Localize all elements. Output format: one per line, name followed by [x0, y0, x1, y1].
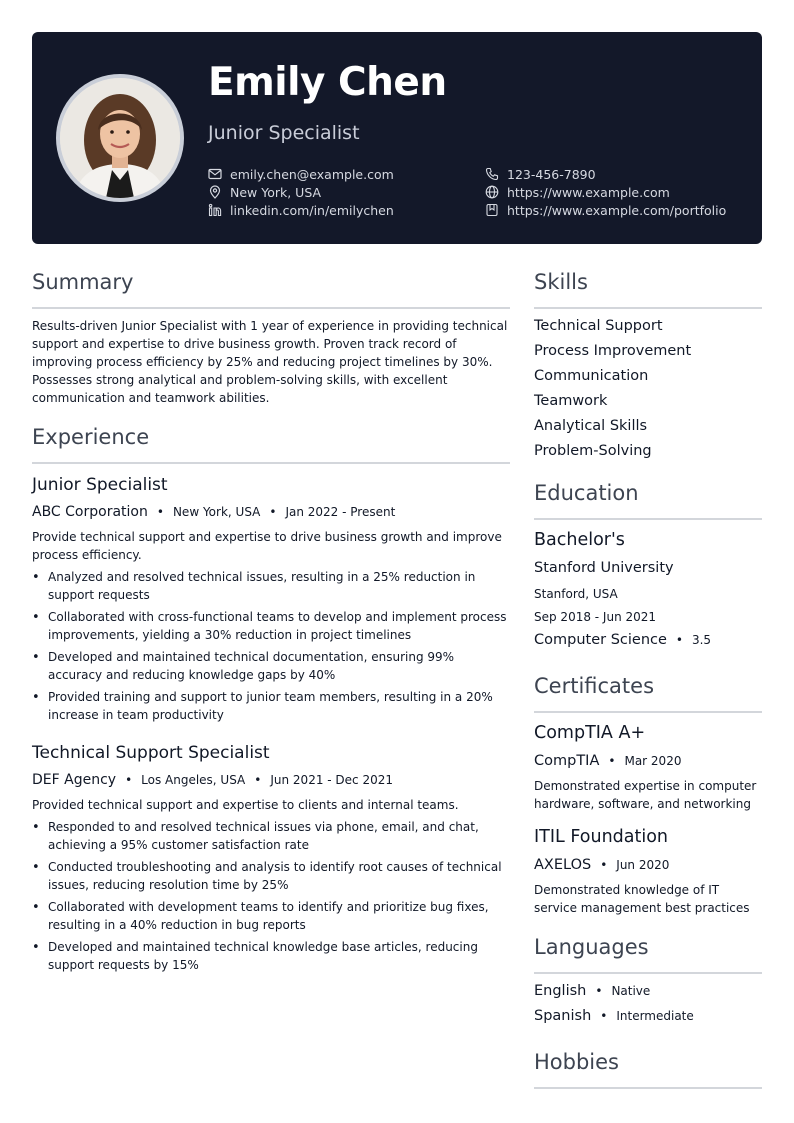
language-name: English: [534, 983, 587, 999]
job-dates: Jun 2021 - Dec 2021: [270, 773, 393, 787]
certificate-issuer: CompTIA: [534, 753, 600, 769]
phone-text: 123-456-7890: [507, 166, 596, 182]
languages-heading: Languages: [534, 935, 649, 959]
contact-linkedin[interactable]: [208, 201, 394, 219]
contact-location: [208, 183, 321, 201]
website-text: https://www.example.com: [507, 184, 670, 200]
job-location: Los Angeles, USA: [141, 773, 246, 787]
education-dates: Sep 2018 - Jun 2021: [534, 610, 657, 624]
certificate-date: Mar 2020: [624, 754, 682, 768]
certificate-meta: [534, 753, 681, 769]
profile-photo: [56, 74, 184, 202]
education-field-row: [534, 632, 711, 648]
resume-header: [32, 32, 762, 244]
job-description: Provided technical support and expertise to clients and internal teams.: [32, 798, 459, 812]
skill-item: Communication: [534, 368, 649, 384]
list-item: • Provided training and support to junior team members, resulting in a 20% increase in team productivity: [32, 688, 512, 724]
skills-divider: [534, 307, 762, 309]
separator-dot: •: [125, 773, 133, 787]
job-company: DEF Agency: [32, 772, 117, 788]
list-item: • Developed and maintained technical knowledge base articles, reducing support requests by 15%: [32, 938, 512, 974]
contact-portfolio[interactable]: [485, 201, 726, 219]
hobbies-heading: Hobbies: [534, 1050, 619, 1074]
education-heading: Education: [534, 481, 639, 505]
separator-dot: •: [595, 984, 603, 998]
separator-dot: •: [600, 858, 608, 872]
education-degree: Bachelor's: [534, 530, 625, 550]
certificates-heading: Certificates: [534, 674, 655, 698]
language-level: Native: [611, 984, 651, 998]
separator-dot: •: [600, 1009, 608, 1023]
job-company: ABC Corporation: [32, 504, 148, 520]
language-name: Spanish: [534, 1008, 592, 1024]
certificate-name: ITIL Foundation: [534, 827, 669, 847]
job-title: Technical Support Specialist: [32, 743, 270, 763]
candidate-title: Junior Specialist: [208, 122, 360, 144]
certificate-description: Demonstrated knowledge of IT service management best practices: [534, 883, 750, 915]
list-item: • Collaborated with development teams to identify and prioritize bug fixes, resulting in a 40% reduction in bug reports: [32, 898, 512, 934]
skill-item: Analytical Skills: [534, 418, 648, 434]
summary-heading: Summary: [32, 270, 134, 294]
skill-item: Process Improvement: [534, 343, 692, 359]
skills-heading: Skills: [534, 270, 588, 294]
globe-icon: [485, 185, 499, 199]
job-description: Provide technical support and expertise to drive business growth and improve process efficiency.: [32, 530, 502, 562]
contact-email[interactable]: [208, 165, 394, 183]
job-title: Junior Specialist: [32, 475, 168, 495]
education-gpa: 3.5: [691, 633, 712, 647]
job-meta: [32, 772, 393, 788]
certificate-meta: [534, 857, 669, 873]
email-text: emily.chen@example.com: [230, 166, 394, 182]
certificate-description: Demonstrated expertise in computer hardware, software, and networking: [534, 779, 757, 811]
separator-dot: •: [608, 754, 616, 768]
language-row: [534, 983, 650, 999]
summary-text: Results-driven Junior Specialist with 1 year of experience in providing technical support and expertise to drive business growth. Proven track record of improving process efficiency by 25% and reducing project timelines by 30%. Possesses strong analytical and problem-solving skills, with excellent communication and teamwork abilities.: [32, 319, 508, 405]
portfolio-text: https://www.example.com/portfolio: [507, 202, 727, 218]
languages-divider: [534, 972, 762, 974]
separator-dot: •: [254, 773, 262, 787]
experience-heading: Experience: [32, 425, 150, 449]
education-school: Stanford University: [534, 560, 674, 576]
candidate-name: Emily Chen: [208, 60, 447, 105]
job-achievements: [32, 818, 512, 978]
language-row: [534, 1008, 694, 1024]
job-dates: Jan 2022 - Present: [285, 505, 396, 519]
list-item: • Collaborated with cross-functional teams to develop and implement process improvements, yielding a 30% reduction in project timelines: [32, 608, 512, 644]
hobbies-divider: [534, 1087, 762, 1089]
location-text: New York, USA: [230, 184, 322, 200]
separator-dot: •: [675, 633, 683, 647]
list-item: • Conducted troubleshooting and analysis to identify root causes of technical issues, reducing resolution time by 25%: [32, 858, 512, 894]
linkedin-icon: [208, 203, 222, 217]
education-field: Computer Science: [534, 632, 667, 648]
list-item: • Developed and maintained technical documentation, ensuring 99% accuracy and reducing knowledge gaps by 40%: [32, 648, 512, 684]
summary-divider: [32, 307, 510, 309]
linkedin-text: linkedin.com/in/emilychen: [230, 202, 394, 218]
certificates-divider: [534, 711, 762, 713]
certificate-date: Jun 2020: [616, 858, 670, 872]
certificate-name: CompTIA A+: [534, 723, 646, 743]
map-pin-icon: [208, 185, 222, 199]
separator-dot: •: [269, 505, 277, 519]
phone-icon: [485, 167, 499, 181]
list-item: • Analyzed and resolved technical issues, resulting in a 25% reduction in support requests: [32, 568, 512, 604]
experience-divider: [32, 462, 510, 464]
skill-item: Problem-Solving: [534, 443, 652, 459]
job-meta: [32, 504, 395, 520]
contact-website[interactable]: [485, 183, 670, 201]
certificate-issuer: AXELOS: [534, 857, 592, 873]
education-divider: [534, 518, 762, 520]
mail-icon: [208, 167, 222, 181]
separator-dot: •: [156, 505, 164, 519]
skill-item: Teamwork: [534, 393, 608, 409]
portfolio-icon: [485, 203, 499, 217]
language-level: Intermediate: [616, 1009, 694, 1023]
list-item: • Responded to and resolved technical issues via phone, email, and chat, achieving a 95% customer satisfaction rate: [32, 818, 512, 854]
education-location: Stanford, USA: [534, 587, 618, 601]
contact-phone[interactable]: [485, 165, 596, 183]
skill-item: Technical Support: [534, 318, 663, 334]
job-achievements: [32, 568, 512, 728]
job-location: New York, USA: [172, 505, 261, 519]
